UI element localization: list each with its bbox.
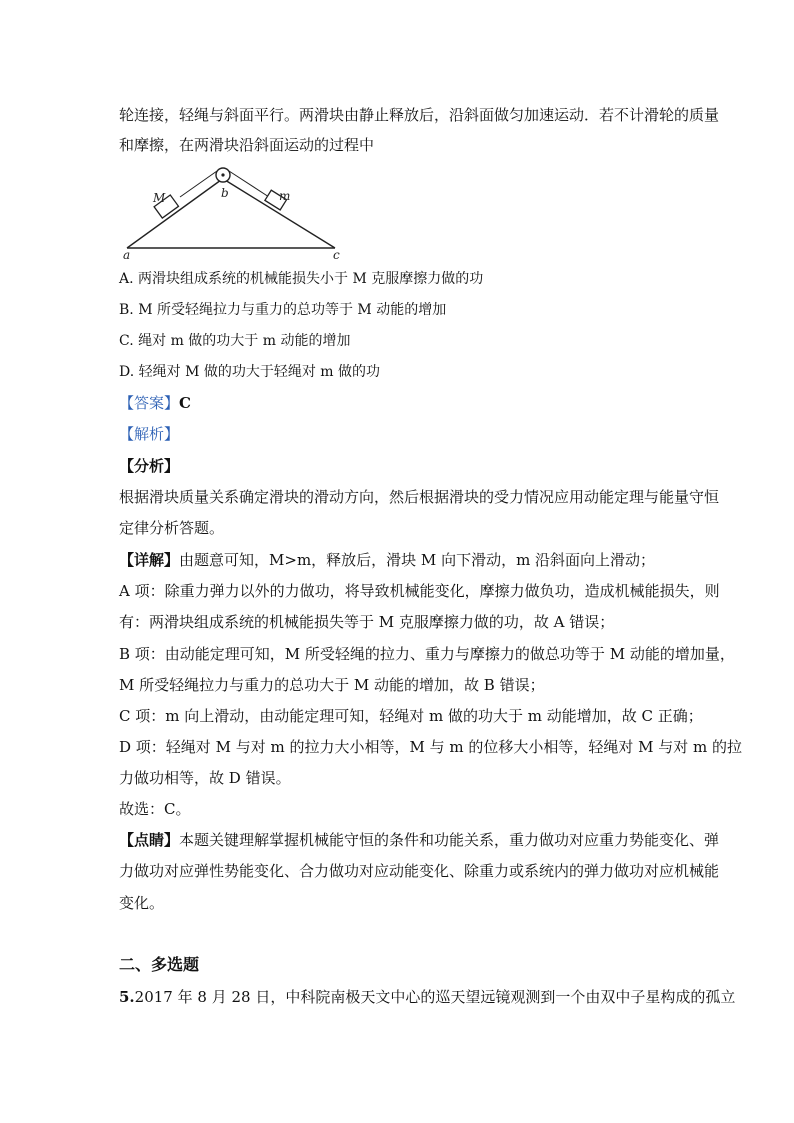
label-b: b	[221, 186, 229, 200]
label-a: a	[123, 248, 131, 260]
jiexi-tag: 【解析】	[119, 425, 180, 443]
dianjing-line-2: 变化。	[119, 894, 165, 912]
rope-left	[180, 171, 217, 197]
option-c: C. 绳对 m 做的功大于 m 动能的增加	[119, 333, 351, 349]
question-5-line	[119, 986, 735, 1008]
xiangjie-line-8: 故选：C。	[119, 800, 191, 818]
option-d: D. 轻绳对 M 做的功大于轻绳对 m 做的功	[119, 364, 381, 380]
rope-right	[229, 171, 269, 197]
intro-line-2: 和摩擦，在两滑块沿斜面运动的过程中	[119, 136, 375, 154]
answer-value: C	[179, 394, 191, 412]
option-a: A. 两滑块组成系统的机械能损失小于 M 克服摩擦力做的功	[119, 271, 484, 287]
xiangjie-first-line	[119, 549, 655, 571]
incline-pulley-figure	[119, 160, 349, 260]
label-M: M	[153, 191, 166, 205]
option-b: B. M 所受轻绳拉力与重力的总功等于 M 动能的增加	[119, 302, 447, 318]
fenxi-line-2: 定律分析答题。	[119, 519, 225, 537]
xiangjie-tag: 【详解】	[119, 551, 180, 569]
incline-diagram	[119, 160, 349, 260]
left-incline	[127, 180, 221, 248]
question-5-text: 2017 年 8 月 28 日，中科院南极天文中心的巡天望远镜观测到一个由双中子星构成的孤立	[134, 988, 736, 1006]
dianjing-first-text: 本题关键理解掌握机械能守恒的条件和功能关系，重力做功对应重力势能变化、弹	[179, 831, 720, 849]
dianjing-line-1: 力做功对应弹性势能变化、合力做功对应动能变化、除重力或系统内的弹力做功对应机械能	[119, 862, 720, 880]
xiangjie-first-text: 由题意可知，M>m，释放后，滑块 M 向下滑动，m 沿斜面向上滑动；	[179, 551, 656, 569]
xiangjie-line-7: 力做功相等，故 D 错误。	[119, 769, 291, 787]
intro-line-1: 轮连接，轻绳与斜面平行。两滑块由静止释放后，沿斜面做匀加速运动．若不计滑轮的质量	[119, 106, 720, 124]
answer-line	[119, 392, 191, 414]
xiangjie-line-4: M 所受轻绳拉力与重力的总功大于 M 动能的增加，故 B 错误；	[119, 676, 545, 694]
xiangjie-line-3: B 项：由动能定理可知，M 所受轻绳的拉力、重力与摩擦力的做总功等于 M 动能的增加量，	[119, 645, 735, 663]
label-m: m	[279, 189, 291, 203]
section-title: 二、多选题	[119, 955, 200, 974]
answer-tag: 【答案】	[119, 394, 180, 412]
dianjing-tag: 【点睛】	[119, 831, 180, 849]
xiangjie-line-2: 有：两滑块组成系统的机械能损失等于 M 克服摩擦力做的功，故 A 错误；	[119, 613, 615, 631]
pulley-axle	[221, 173, 224, 176]
fenxi-tag: 【分析】	[119, 457, 180, 475]
xiangjie-line-5: C 项：m 向上滑动，由动能定理可知，轻绳对 m 做的功大于 m 动能增加，故 C 正确；	[119, 707, 703, 725]
dianjing-first-line	[119, 829, 719, 851]
xiangjie-line-1: A 项：除重力弹力以外的力做功，将导致机械能变化，摩擦力做负功，造成机械能损失，则	[119, 582, 720, 600]
fenxi-line-1: 根据滑块质量关系确定滑块的滑动方向，然后根据滑块的受力情况应用动能定理与能量守恒	[119, 488, 720, 506]
question-number: 5.	[119, 988, 135, 1006]
label-c: c	[333, 248, 340, 260]
xiangjie-line-6: D 项：轻绳对 M 与对 m 的拉力大小相等，M 与 m 的位移大小相等，轻绳对 M 与对 m 的拉	[119, 738, 742, 756]
